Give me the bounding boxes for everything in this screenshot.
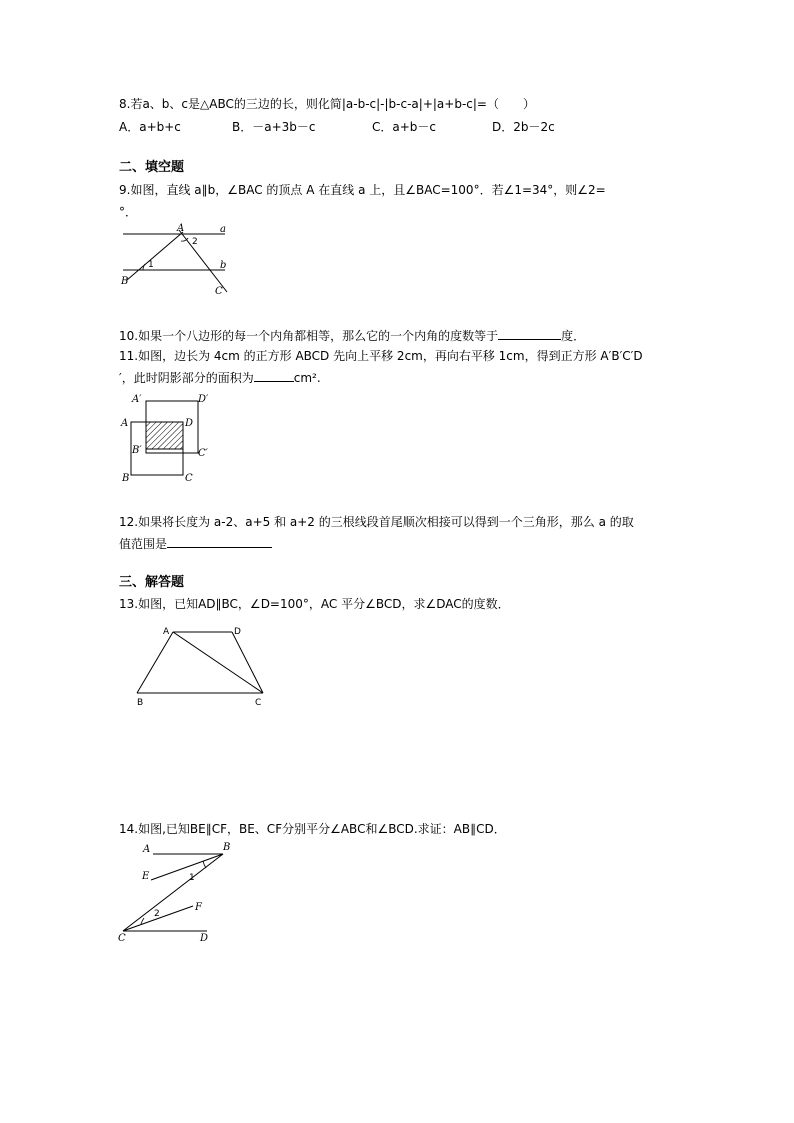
q10-text [119,327,585,344]
q12-blank[interactable] [167,535,272,548]
q10-before: 10.如果一个八边形的每一个内角都相等，那么它的一个内角的度数等于 [119,329,499,343]
q9-label-c-point: C [215,286,223,297]
q11-line1: 11.如图，边长为 4cm 的正方形 ABCD 先向上平移 2cm，再向右平移 1cm，得到正方形 A′B′C′D [119,349,643,363]
q11-label-d-prime: D′ [198,394,209,405]
q13-figure [130,622,270,710]
q11-line2-before: ′，此时阴影部分的面积为 [119,371,254,385]
q9-label-b-point: B [121,276,129,287]
q13-label-a: A [163,627,170,637]
q13-label-d: D [234,627,241,637]
q8-option-c: C．a+b－c [372,120,437,134]
q9-line2: °． [119,205,138,219]
q13-text: 13.如图，已知AD∥BC，∠D=100°，AC 平分∠BCD，求∠DAC的度数． [119,597,510,611]
q11-label-a: A [121,418,129,429]
q9-angle-2: 2 [192,237,198,247]
q11-line2-after: cm². [293,371,321,385]
q9-label-line-a: a [220,224,226,235]
q10-blank[interactable] [498,327,561,340]
q11-label-b-prime: B′ [132,445,142,456]
section-solve-title: 三、解答题 [119,575,185,590]
q8-stem: 8.若a、b、c是△ABC的三边的长，则化简|a-b-c|-|b-c-a|+|a+b-c|=（ ） [119,97,535,111]
q14-label-a: A [143,844,151,855]
q14-label-e: E [142,871,150,882]
q12-line1: 12.如果将长度为 a-2、a+5 和 a+2 的三根线段首尾顺次相接可以得到一个三角形，那么 a 的取 [119,515,634,529]
q8-option-a: A．a+b+c [119,120,181,134]
q9-figure [115,222,240,297]
q11-label-a-prime: A′ [132,394,142,405]
section-fill-in-title: 二、填空题 [119,160,185,175]
q14-figure [115,840,235,945]
q9-label-a-point: A [177,223,185,234]
q14-text: 14.如图,已知BE∥CF，BE、CF分别平分∠ABC和∠BCD.求证：AB∥CD． [119,822,506,836]
q8-option-d: D．2b－2c [492,120,555,134]
q12-line2-text: 值范围是 [119,537,168,551]
q11-label-c: C [185,473,193,484]
q11-blank[interactable] [254,369,294,382]
q11-label-b: B [122,473,130,484]
q14-angle-1: 1 [189,873,195,883]
q9-line1: 9.如图，直线 a∥b，∠BAC 的顶点 A 在直线 a 上，且∠BAC=100°．若∠1=34°，则∠2= [119,183,606,197]
q9-label-line-b: b [220,260,227,271]
q14-label-f: F [195,902,202,913]
q11-line2 [119,369,321,386]
q14-label-b: B [223,842,231,853]
q13-label-c: C [255,698,262,708]
q8-option-b: B．－a+3b－c [232,120,316,134]
q11-label-c-prime: C′ [198,448,208,459]
q9-angle-1: 1 [148,260,154,270]
q14-label-d: D [200,933,209,944]
q11-figure [118,392,213,487]
q13-label-b: B [137,698,144,708]
q10-after: 度． [561,329,586,343]
q12-line2 [119,535,272,552]
q11-label-d: D [185,418,194,429]
q14-label-c: C [118,933,126,944]
q14-angle-2: 2 [154,909,160,919]
